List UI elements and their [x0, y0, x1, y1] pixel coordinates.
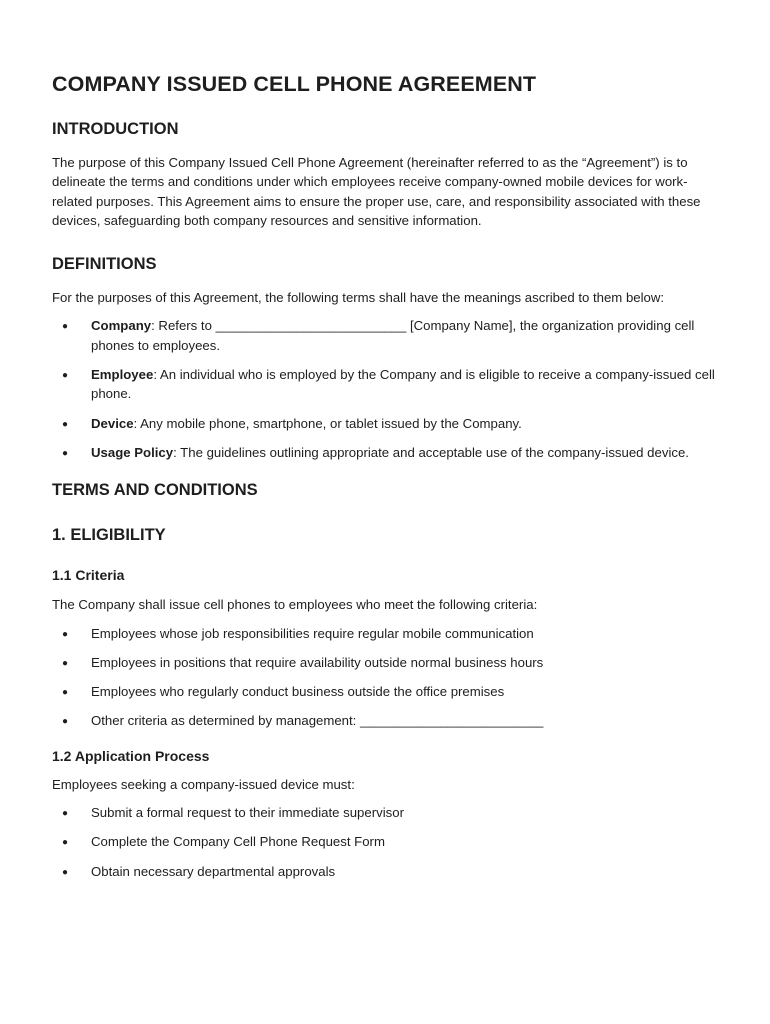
- list-item-text: Employees whose job responsibilities require regular mobile communication: [91, 625, 534, 641]
- definition-term: Device: [91, 415, 134, 431]
- definition-item-usage-policy: [52, 443, 724, 462]
- definition-text: : Refers to __________________________ [Company Name], the organization providing cell phones to employees.: [91, 318, 695, 353]
- bullet-icon: ●: [62, 866, 69, 878]
- bullet-icon: ●: [62, 628, 69, 640]
- criteria-intro: The Company shall issue cell phones to employees who meet the following criteria:: [52, 597, 538, 613]
- definition-term: Employee: [91, 367, 154, 383]
- introduction-heading: INTRODUCTION: [52, 120, 179, 138]
- bullet-icon: ●: [62, 321, 69, 333]
- bullet-icon: ●: [62, 418, 69, 430]
- definition-text: : An individual who is employed by the Company and is eligible to receive a company-issued cell phone.: [91, 367, 715, 402]
- criteria-list: [52, 624, 724, 731]
- list-item: [52, 653, 724, 672]
- bullet-icon: ●: [62, 716, 69, 728]
- definition-term: Company: [91, 318, 152, 334]
- definition-text: : The guidelines outlining appropriate and acceptable use of the company-issued device.: [173, 444, 689, 460]
- bullet-icon: ●: [62, 687, 69, 699]
- bullet-icon: ●: [62, 808, 69, 820]
- definitions-intro: For the purposes of this Agreement, the following terms shall have the meanings ascribed to them below:: [52, 290, 665, 306]
- list-item-text: Complete the Company Cell Phone Request Form: [91, 834, 385, 850]
- bullet-icon: ●: [62, 837, 69, 849]
- list-item: [52, 624, 724, 643]
- definitions-list: [52, 316, 724, 462]
- terms-heading: TERMS AND CONDITIONS: [52, 481, 258, 500]
- application-process-list: [52, 803, 724, 881]
- bullet-icon: ●: [62, 657, 69, 669]
- list-item: [52, 711, 724, 730]
- list-item: [52, 862, 724, 881]
- list-item: [52, 832, 724, 851]
- document-body: [52, 70, 724, 881]
- definition-term: Usage Policy: [91, 444, 174, 460]
- application-process-intro: Employees seeking a company-issued device must:: [52, 776, 355, 792]
- list-item-text: Employees who regularly conduct business outside the office premises: [91, 684, 505, 700]
- definition-item-employee: [52, 365, 724, 404]
- document-title: COMPANY ISSUED CELL PHONE AGREEMENT: [52, 72, 537, 96]
- bullet-icon: ●: [62, 447, 69, 459]
- criteria-heading: 1.1 Criteria: [52, 567, 125, 584]
- list-item: [52, 803, 724, 822]
- definitions-heading: DEFINITIONS: [52, 255, 157, 274]
- list-item-text: Obtain necessary departmental approvals: [91, 863, 336, 879]
- definition-text: : Any mobile phone, smartphone, or tablet issued by the Company.: [133, 415, 522, 431]
- definition-item-company: [52, 316, 724, 355]
- list-item-text: Other criteria as determined by management: _________________________: [91, 713, 544, 729]
- list-item-text: Employees in positions that require availability outside normal business hours: [91, 654, 544, 670]
- list-item-text: Submit a formal request to their immediate supervisor: [91, 805, 404, 821]
- application-process-heading: 1.2 Application Process: [52, 747, 210, 764]
- list-item: [52, 682, 724, 701]
- introduction-paragraph: The purpose of this Company Issued Cell Phone Agreement (hereinafter referred to as the “Agreement”) is to delineate the terms and conditions under which employees receive company-owned mobile devices for work-related purposes. This Agreement aims to ensure the proper use, care, and responsibility associated with these devices, safeguarding both company resources and sensitive information.: [52, 155, 701, 228]
- eligibility-heading: 1. ELIGIBILITY: [52, 526, 166, 545]
- bullet-icon: ●: [62, 370, 69, 382]
- definition-item-device: [52, 414, 724, 433]
